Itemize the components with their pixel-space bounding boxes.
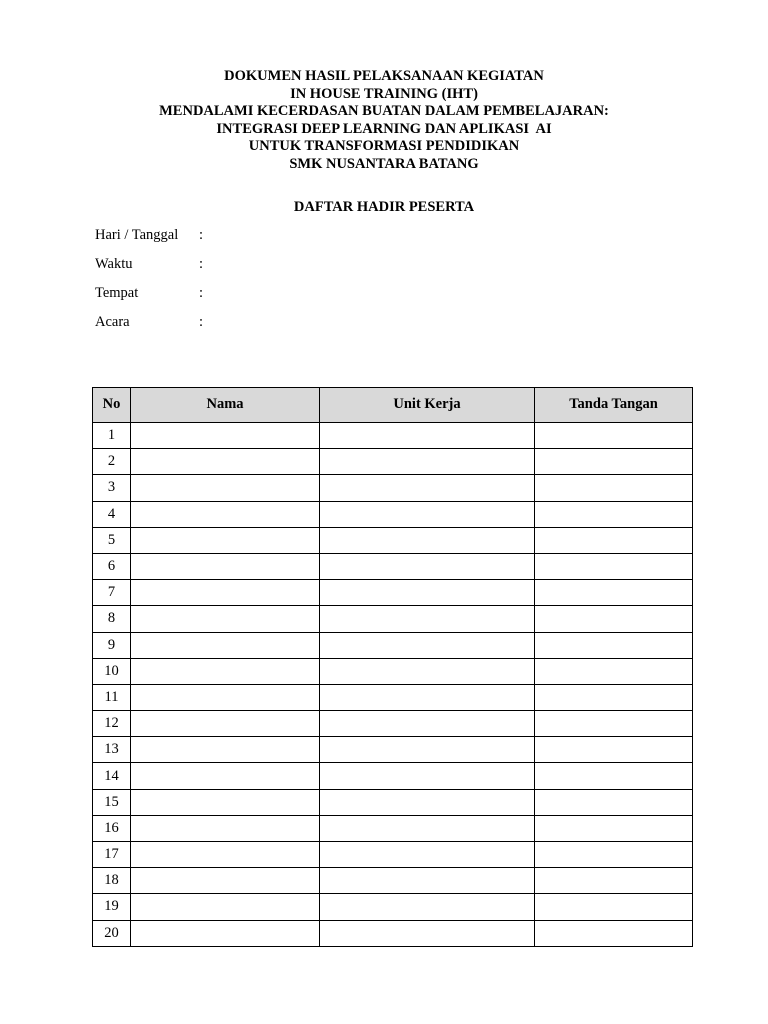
info-label-time: Waktu [95, 256, 133, 272]
tanda-tangan-cell[interactable] [535, 580, 693, 606]
row-number-cell: 17 [93, 842, 131, 868]
header-line-subtheme: INTEGRASI DEEP LEARNING DAN APLIKASI AI [216, 120, 552, 137]
tanda-tangan-cell[interactable] [535, 920, 693, 946]
column-header-nama: Nama [131, 388, 320, 423]
row-number-cell: 15 [93, 789, 131, 815]
unit-kerja-cell[interactable] [320, 789, 535, 815]
nama-cell[interactable] [131, 789, 320, 815]
nama-cell[interactable] [131, 894, 320, 920]
row-number-cell: 20 [93, 920, 131, 946]
row-number-cell: 9 [93, 632, 131, 658]
header-line-title: DOKUMEN HASIL PELAKSANAAN KEGIATAN [224, 68, 544, 84]
tanda-tangan-cell[interactable] [535, 527, 693, 553]
table-header-row [93, 388, 693, 423]
nama-cell[interactable] [131, 501, 320, 527]
table-row [93, 842, 693, 868]
nama-cell[interactable] [131, 920, 320, 946]
tanda-tangan-cell[interactable] [535, 842, 693, 868]
nama-cell[interactable] [131, 684, 320, 710]
section-title: DAFTAR HADIR PESERTA [293, 199, 475, 215]
info-colon: : [199, 285, 204, 301]
tanda-tangan-cell[interactable] [535, 684, 693, 710]
unit-kerja-cell[interactable] [320, 580, 535, 606]
info-label-place: Tempat [95, 285, 139, 301]
tanda-tangan-cell[interactable] [535, 894, 693, 920]
table-row [93, 527, 693, 553]
nama-cell[interactable] [131, 737, 320, 763]
table-row [93, 632, 693, 658]
row-number-cell: 4 [93, 501, 131, 527]
row-number-cell: 1 [93, 423, 131, 449]
tanda-tangan-cell[interactable] [535, 789, 693, 815]
document-header [0, 68, 768, 173]
nama-cell[interactable] [131, 527, 320, 553]
tanda-tangan-cell[interactable] [535, 449, 693, 475]
unit-kerja-cell[interactable] [320, 423, 535, 449]
unit-kerja-cell[interactable] [320, 606, 535, 632]
nama-cell[interactable] [131, 658, 320, 684]
nama-cell[interactable] [131, 580, 320, 606]
unit-kerja-cell[interactable] [320, 449, 535, 475]
tanda-tangan-cell[interactable] [535, 815, 693, 841]
table-row [93, 449, 693, 475]
nama-cell[interactable] [131, 711, 320, 737]
tanda-tangan-cell[interactable] [535, 632, 693, 658]
unit-kerja-cell[interactable] [320, 894, 535, 920]
unit-kerja-cell[interactable] [320, 737, 535, 763]
nama-cell[interactable] [131, 475, 320, 501]
unit-kerja-cell[interactable] [320, 868, 535, 894]
tanda-tangan-cell[interactable] [535, 475, 693, 501]
row-number-cell: 7 [93, 580, 131, 606]
table-row [93, 763, 693, 789]
row-number-cell: 8 [93, 606, 131, 632]
table-row [93, 894, 693, 920]
tanda-tangan-cell[interactable] [535, 711, 693, 737]
info-colon: : [199, 314, 204, 330]
table-row [93, 737, 693, 763]
nama-cell[interactable] [131, 763, 320, 789]
table-row [93, 711, 693, 737]
row-number-cell: 3 [93, 475, 131, 501]
unit-kerja-cell[interactable] [320, 920, 535, 946]
row-number-cell: 19 [93, 894, 131, 920]
row-number-cell: 18 [93, 868, 131, 894]
table-row [93, 815, 693, 841]
table-row [93, 501, 693, 527]
info-colon: : [199, 256, 204, 272]
table-row [93, 658, 693, 684]
table-row [93, 868, 693, 894]
nama-cell[interactable] [131, 632, 320, 658]
table-row [93, 423, 693, 449]
unit-kerja-cell[interactable] [320, 632, 535, 658]
unit-kerja-cell[interactable] [320, 684, 535, 710]
tanda-tangan-cell[interactable] [535, 606, 693, 632]
column-header-unit-kerja: Unit Kerja [320, 388, 535, 423]
row-number-cell: 13 [93, 737, 131, 763]
unit-kerja-cell[interactable] [320, 763, 535, 789]
unit-kerja-cell[interactable] [320, 711, 535, 737]
tanda-tangan-cell[interactable] [535, 737, 693, 763]
info-colon: : [199, 227, 204, 243]
unit-kerja-cell[interactable] [320, 842, 535, 868]
table-row [93, 475, 693, 501]
tanda-tangan-cell[interactable] [535, 658, 693, 684]
row-number-cell: 5 [93, 527, 131, 553]
nama-cell[interactable] [131, 423, 320, 449]
row-number-cell: 12 [93, 711, 131, 737]
table-row [93, 606, 693, 632]
table-row [93, 684, 693, 710]
tanda-tangan-cell[interactable] [535, 553, 693, 579]
unit-kerja-cell[interactable] [320, 475, 535, 501]
table-row [93, 789, 693, 815]
header-line-program: IN HOUSE TRAINING (IHT) [290, 85, 478, 102]
tanda-tangan-cell[interactable] [535, 763, 693, 789]
column-header-no: No [93, 388, 131, 423]
info-label-date: Hari / Tanggal [95, 227, 179, 243]
unit-kerja-cell[interactable] [320, 815, 535, 841]
header-line-theme: MENDALAMI KECERDASAN BUATAN DALAM PEMBELAJARAN: [159, 103, 609, 119]
tanda-tangan-cell[interactable] [535, 868, 693, 894]
row-number-cell: 2 [93, 449, 131, 475]
nama-cell[interactable] [131, 868, 320, 894]
header-line-school: SMK NUSANTARA BATANG [289, 155, 479, 172]
nama-cell[interactable] [131, 606, 320, 632]
row-number-cell: 11 [93, 684, 131, 710]
attendance-table [92, 387, 693, 947]
row-number-cell: 6 [93, 553, 131, 579]
nama-cell[interactable] [131, 553, 320, 579]
nama-cell[interactable] [131, 815, 320, 841]
attendance-table-body [93, 423, 693, 947]
tanda-tangan-cell[interactable] [535, 423, 693, 449]
table-row [93, 553, 693, 579]
unit-kerja-cell[interactable] [320, 553, 535, 579]
table-row [93, 580, 693, 606]
column-header-tanda-tangan: Tanda Tangan [535, 388, 693, 423]
unit-kerja-cell[interactable] [320, 501, 535, 527]
unit-kerja-cell[interactable] [320, 527, 535, 553]
row-number-cell: 14 [93, 763, 131, 789]
table-row [93, 920, 693, 946]
info-label-event: Acara [95, 314, 130, 330]
tanda-tangan-cell[interactable] [535, 501, 693, 527]
nama-cell[interactable] [131, 842, 320, 868]
row-number-cell: 16 [93, 815, 131, 841]
header-line-purpose: UNTUK TRANSFORMASI PENDIDIKAN [248, 138, 520, 154]
unit-kerja-cell[interactable] [320, 658, 535, 684]
nama-cell[interactable] [131, 449, 320, 475]
row-number-cell: 10 [93, 658, 131, 684]
